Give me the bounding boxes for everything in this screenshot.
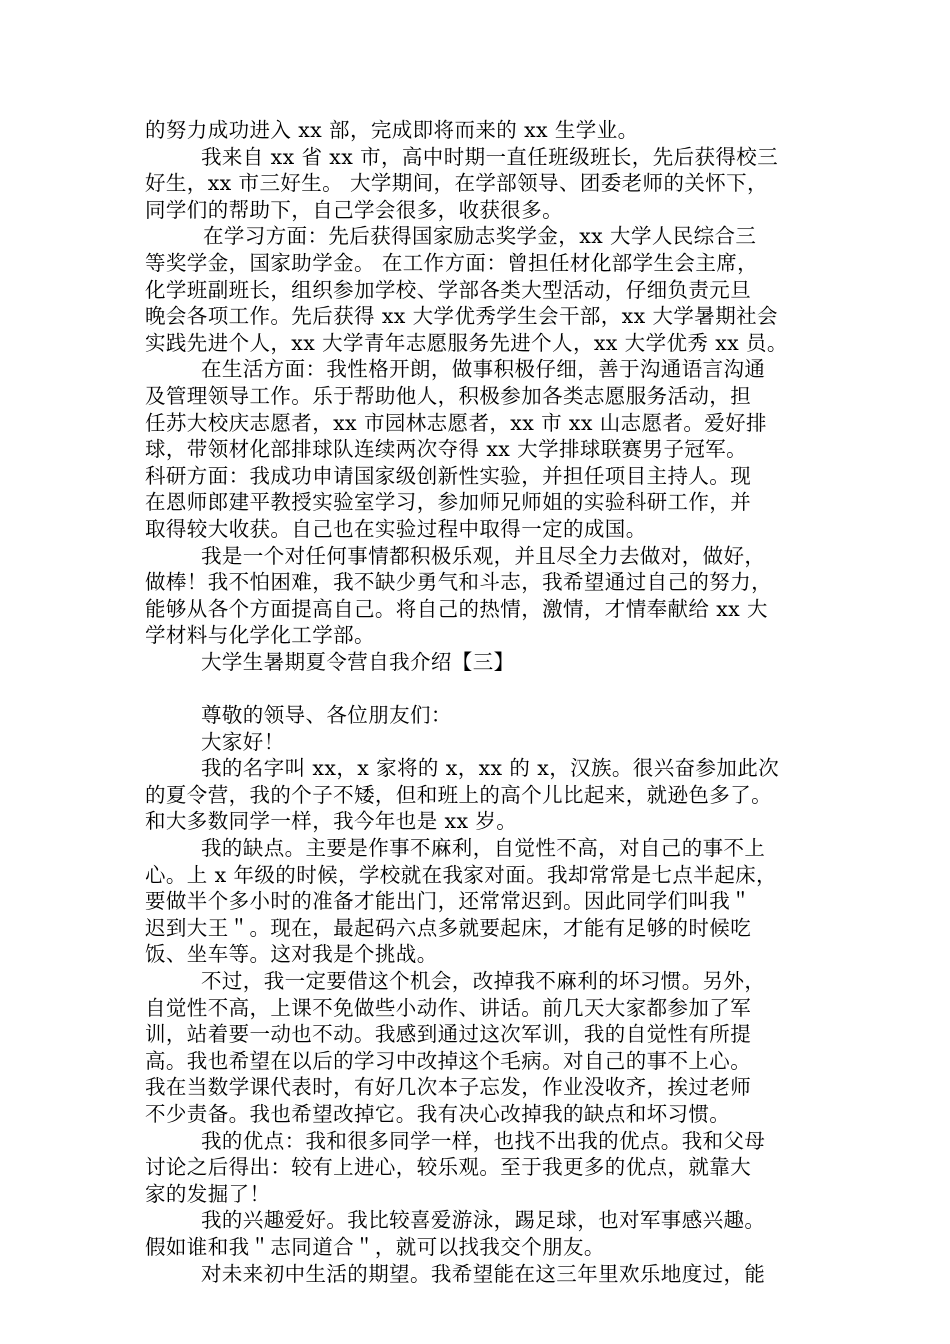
text-line: 科研方面：我成功申请国家级创新性实验，并担任项目主持人。现 <box>145 463 752 488</box>
greeting: 大家好！ <box>201 729 285 754</box>
text-line: 不少责备。我也希望改掉它。我有决心改掉我的缺点和坏习惯。 <box>145 1101 731 1126</box>
text-line: 好生，xx 市三好生。 大学期间，在学部领导、团委老师的关怀下， <box>145 171 768 196</box>
text-line: 的夏令营，我的个子不矮，但和班上的高个儿比起来，就逊色多了。 <box>145 782 772 807</box>
text-line: 在恩师郎建平教授实验室学习，参加师兄师姐的实验科研工作，并 <box>145 490 752 515</box>
text-line: 自觉性不高，上课不免做些小动作、讲话。前几天大家都参加了军 <box>145 995 752 1020</box>
text-line: 和大多数同学一样，我今年也是 xx 岁。 <box>145 809 518 834</box>
text-line: 对未来初中生活的期望。我希望能在这三年里欢乐地度过，能 <box>201 1261 766 1286</box>
text-line: 我来自 xx 省 xx 市，高中时期一直任班级班长，先后获得校三 <box>201 144 779 169</box>
text-line: 化学班副班长，组织参加学校、学部各类大型活动，仔细负责元旦 <box>145 277 752 302</box>
text-line: 我的名字叫 xx，x 家将的 x，xx 的 x，汉族。很兴奋参加此次 <box>201 756 780 781</box>
text-line: 不过，我一定要借这个机会，改掉我不麻利的坏习惯。另外， <box>201 969 766 993</box>
salutation: 尊敬的领导、各位朋友们： <box>201 703 452 728</box>
document-body <box>145 117 825 1287</box>
text-line: 我的缺点。主要是作事不麻利，自觉性不高，对自己的事不上 <box>201 836 766 861</box>
text-line: 高。我也希望在以后的学习中改掉这个毛病。对自己的事不上心。 <box>145 1048 752 1073</box>
text-line: 实践先进个人，xx 大学青年志愿服务先进个人，xx 大学优秀 xx 员。 <box>145 330 788 355</box>
text-line: 任苏大校庆志愿者，xx 市园林志愿者，xx 市 xx 山志愿者。爱好排 <box>145 410 767 435</box>
text-line: 假如谁和我＂志同道合＂，就可以找我交个朋友。 <box>145 1234 605 1259</box>
text-line: 迟到大王＂。现在，最起码六点多就要起床，才能有足够的时候吃 <box>145 915 752 940</box>
text-line: 饭、坐车等。这对我是个挑战。 <box>145 942 438 967</box>
text-line: 及管理领导工作。乐于帮助他人，积极参加各类志愿服务活动，担 <box>145 383 752 408</box>
text-line: 同学们的帮助下，自己学会很多，收获很多。 <box>145 197 563 222</box>
text-line: 要做半个多小时的准备才能出门，还常常迟到。因此同学们叫我＂ <box>145 889 752 914</box>
text-line: 我在当数学课代表时，有好几次本子忘发，作业没收齐，挨过老师 <box>145 1075 752 1100</box>
text-line: 我的优点：我和很多同学一样，也找不出我的优点。我和父母 <box>201 1128 766 1153</box>
text-line: 能够从各个方面提高自己。将自己的热情，激情，才情奉献给 xx 大 <box>145 596 768 621</box>
text-line: 学材料与化学化工学部。 <box>145 623 375 648</box>
section-heading: 大学生暑期夏令营自我介绍【三】 <box>201 649 515 674</box>
text-line: 晚会各项工作。先后获得 xx 大学优秀学生会干部，xx 大学暑期社会 <box>145 304 778 329</box>
text-line: 心。上 x 年级的时候，学校就在我家对面。我却常常是七点半起床， <box>145 862 777 887</box>
text-line: 球，带领材化部排球队连续两次夺得 xx 大学排球联赛男子冠军。 <box>145 437 748 462</box>
text-line: 讨论之后得出：较有上进心，较乐观。至于我更多的优点，就靠大 <box>145 1155 752 1180</box>
text-line: 做棒！我不怕困难，我不缺少勇气和斗志，我希望通过自己的努力， <box>145 570 772 595</box>
text-line: 家的发掘了！ <box>145 1181 271 1206</box>
text-line: 我是一个对任何事情都积极乐观，并且尽全力去做对，做好， <box>201 543 766 568</box>
text-line: 在生活方面：我性格开朗，做事积极仔细，善于沟通语言沟通 <box>201 357 766 382</box>
text-line: 等奖学金，国家助学金。 在工作方面：曾担任材化部学生会主席， <box>145 250 759 275</box>
text-line: 我的兴趣爱好。我比较喜爱游泳，踢足球，也对军事感兴趣。 <box>201 1208 766 1233</box>
text-line: 的努力成功进入 xx 部，完成即将而来的 xx 生学业。 <box>145 118 639 142</box>
text-line: 训，站着要一动也不动。我感到通过这次军训，我的自觉性有所提 <box>145 1022 752 1047</box>
blank-line <box>145 675 825 702</box>
text-line: 取得较大收获。自己也在实验过程中取得一定的成国。 <box>145 516 647 541</box>
text-line: 在学习方面：先后获得国家励志奖学金，xx 大学人民综合三 <box>203 224 757 249</box>
